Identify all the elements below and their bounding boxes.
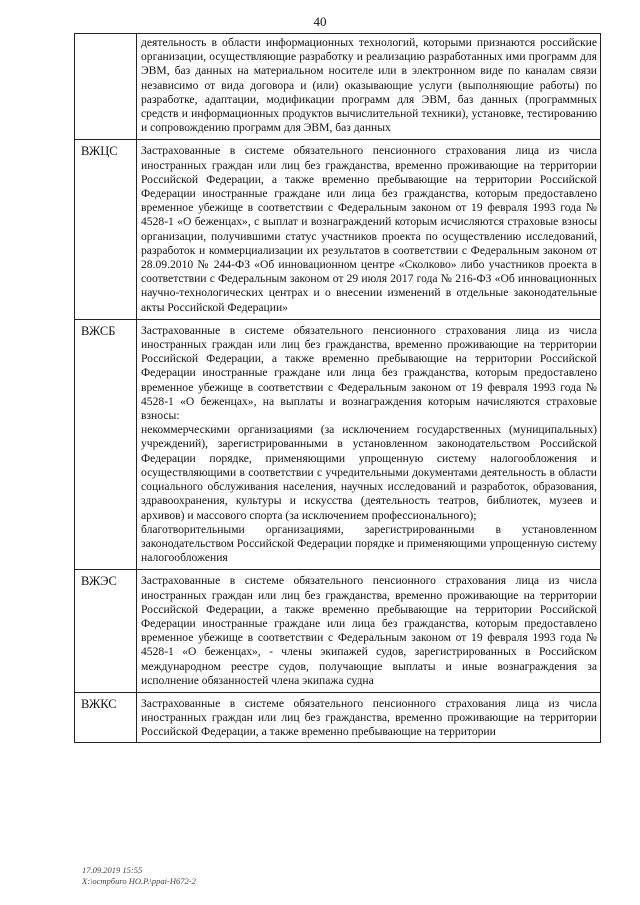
code-cell: ВЖКС xyxy=(75,692,137,742)
document-footer xyxy=(82,865,196,887)
table-row xyxy=(75,140,601,319)
description-paragraph: некоммерческими организациями (за исключением государственных (муниципальных) учреждений), зарегистрированными в установленном законодательством Российской Федерации порядке, применяющими упрощенную систему налогообложения и осуществляющими в соответствии с учредительными документами деятельность в области социального обслуживания населения, научных исследований и разработок, образования, здравоохранения, культуры и искусства (деятельность театров, библиотек, музеев и архивов) и массового спорта (за исключением профессионального); xyxy=(141,423,597,522)
description-paragraph: деятельность в области информационных технологий, которыми признаются российские организации, осуществляющие разработку и реализацию разработанных ими программ для ЭВМ, баз данных на материальном носителе или в электронном виде по каналам связи независимо от вида договора и (или) оказывающие услуги (выполняющие работы) по разработке, адаптации, модификации программ для ЭВМ, баз данных (программных средств и информационных продуктов вычислительной техники), установке, тестированию и сопровождению программ для ЭВМ, баз данных xyxy=(141,36,597,135)
description-cell xyxy=(137,140,601,319)
footer-timestamp: 17.09.2019 15:55 xyxy=(82,865,143,875)
description-paragraph: Застрахованные в системе обязательного пенсионного страхования лица из числа иностранных граждан или лиц без гражданства, временно проживающие на территории Российской Федерации, а также временно пребывающие на территории Российской Федерации иностранные граждане или лица без гражданства, которым предоставлено временное убежище в соответствии с Федеральным законом от 19 февраля 1993 года № 4528-1 «О беженцах», с выплат и вознаграждений которым исчисляются страховые взносы организации, получившими статус участников проекта по осуществлению исследований, разработок и коммерциализации их результатов в соответствии с Федеральным законом от 28.09.2010 № 244-ФЗ «Об инновационном центре «Сколково» либо участников проекта в соответствии с Федеральным законом от 29 июля 2017 года № 216-ФЗ «Об инновационных научно-технологических центрах и о внесении изменений в отдельные законодательные акты Российской Федерации» xyxy=(141,144,597,314)
codes-table xyxy=(74,33,601,743)
footer-file-path: X:\oстрбuro НО.Р.\ррai-Н672-2 xyxy=(82,876,196,886)
description-paragraph: Застрахованные в системе обязательного пенсионного страхования лица из числа иностранных граждан или лиц без гражданства, временно проживающие на территории Российской Федерации, а также временно пребывающие на территории Российской Федерации иностранные граждане или лица без гражданства, которым предоставлено временное убежище в соответствии с Федеральным законом от 19 февраля 1993 года № 4528-1 «О беженцах», на выплаты и вознаграждения которым начисляются страховые взносы: xyxy=(141,323,597,423)
table-row xyxy=(75,34,601,140)
description-paragraph: благотворительными организациями, зарегистрированными в установленном законодательством Российской Федерации порядке и применяющими упрощенную систему налогообложения xyxy=(141,522,597,565)
description-cell xyxy=(137,34,601,140)
code-cell: ВЖСБ xyxy=(75,319,137,569)
code-cell: ВЖЭС xyxy=(75,570,137,693)
table-row xyxy=(75,570,601,693)
page-number: 40 xyxy=(313,14,327,29)
description-cell xyxy=(137,319,601,569)
description-cell xyxy=(137,692,601,742)
description-paragraph: Застрахованные в системе обязательного пенсионного страхования лица из числа иностранных граждан или лиц без гражданства, временно проживающие на территории Российской Федерации, а также временно пребывающие на территории Российской Федерации иностранные граждане или лица без гражданства, которым предоставлено временное убежище в соответствии с Федеральным законом от 19 февраля 1993 года № 4528-1 «О беженцах», - члены экипажей судов, зарегистрированных в Российском международном реестре судов, получающие выплаты и иные вознаграждения за исполнение обязанностей члена экипажа судна xyxy=(141,574,597,687)
code-cell xyxy=(75,34,137,140)
code-cell: ВЖЦС xyxy=(75,140,137,319)
table-row xyxy=(75,692,601,742)
description-cell xyxy=(137,570,601,693)
table-row xyxy=(75,319,601,569)
description-paragraph: Застрахованные в системе обязательного пенсионного страхования лица из числа иностранных граждан или лиц без гражданства, временно проживающие на территории Российской Федерации, а также временно пребывающие на территории xyxy=(141,696,597,739)
